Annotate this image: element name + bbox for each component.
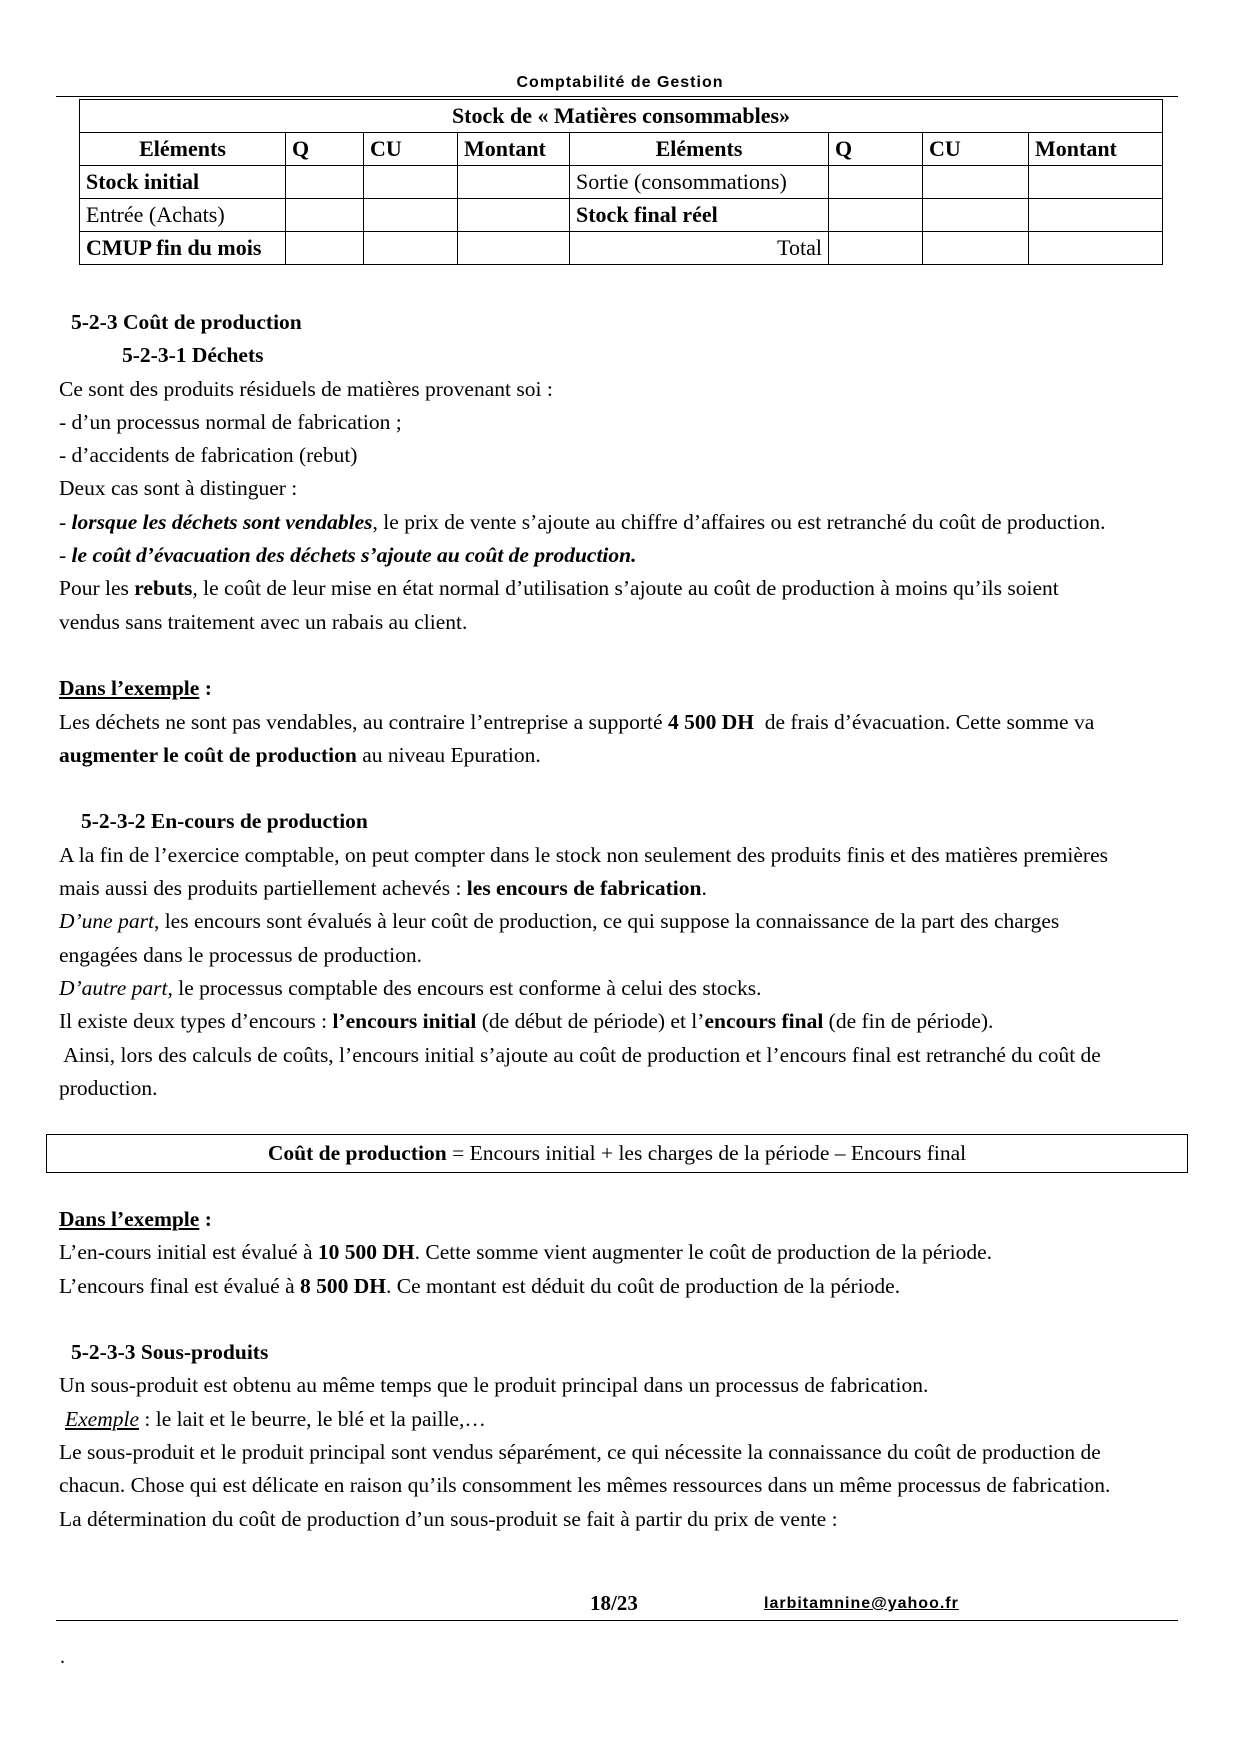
paragraph: Le sous-produit et le produit principal sont vendus séparément, ce qui nécessite la connaissance du coût de production de — [59, 1440, 1101, 1465]
subsection-heading: 5-2-3-2 En-cours de production — [81, 809, 368, 834]
table-caption: Stock de « Matières consommables» — [80, 100, 1163, 133]
paragraph: Un sous-produit est obtenu au même temps que le produit principal dans un processus de fabrication. — [59, 1373, 929, 1398]
row-label: Stock final réel — [570, 199, 829, 232]
header-rule — [56, 96, 1178, 97]
paragraph: A la fin de l’exercice comptable, on peut compter dans le stock non seulement des produits finis et des matières premières — [59, 842, 1108, 867]
body-text — [59, 306, 1189, 1105]
column-header: Montant — [458, 133, 570, 166]
paragraph: - le coût d’évacuation des déchets s’ajoute au coût de production. — [59, 543, 637, 568]
table-cell — [364, 232, 458, 265]
subsection-heading: 5-2-3-1 Déchets — [122, 343, 264, 368]
paragraph: L’en-cours initial est évalué à 10 500 DH. Cette somme vient augmenter le coût de production de la période. — [59, 1240, 992, 1265]
author-email: larbitamnine@yahoo.fr — [764, 1595, 959, 1612]
row-label: Sortie (consommations) — [570, 166, 829, 199]
table-cell — [1029, 166, 1163, 199]
formula-box: Coût de production = Encours initial + les charges de la période – Encours final — [46, 1134, 1188, 1173]
paragraph: - lorsque les déchets sont vendables, le prix de vente s’ajoute au chiffre d’affaires ou est retranché du coût de production. — [59, 509, 1106, 534]
paragraph: Deux cas sont à distinguer : — [59, 476, 298, 501]
table-cell — [923, 199, 1029, 232]
column-header: Q — [286, 133, 364, 166]
table-cell — [458, 232, 570, 265]
table-cell — [829, 232, 923, 265]
table-cell — [286, 166, 364, 199]
paragraph: chacun. Chose qui est délicate en raison qu’ils consomment les mêmes ressources dans un même processus de fabrication. — [59, 1473, 1111, 1498]
table-header-row — [80, 133, 1163, 166]
example-heading: Dans l’exemple : — [59, 676, 212, 701]
page-number: 18/23 — [590, 1591, 638, 1615]
paragraph: Pour les rebuts, le coût de leur mise en état normal d’utilisation s’ajoute au coût de production à moins qu’ils soient — [59, 576, 1059, 601]
paragraph: La détermination du coût de production d’un sous-produit se fait à partir du prix de vente : — [59, 1506, 838, 1531]
table-cell — [1029, 232, 1163, 265]
paragraph: L’encours final est évalué à 8 500 DH. Ce montant est déduit du coût de production de la période. — [59, 1273, 901, 1298]
footer-rule — [56, 1620, 1178, 1621]
example-heading: Dans l’exemple : — [59, 1207, 212, 1231]
section-heading: 5-2-3 Coût de production — [71, 310, 302, 334]
paragraph: D’une part, les encours sont évalués à leur coût de production, ce qui suppose la connaissance de la part des charges — [59, 909, 1060, 934]
paragraph: D’autre part, le processus comptable des encours est conforme à celui des stocks. — [59, 975, 762, 1000]
column-header: Eléments — [80, 133, 286, 166]
table-cell — [923, 166, 1029, 199]
paragraph: Ainsi, lors des calculs de coûts, l’encours initial s’ajoute au coût de production et l’encours final est retranché du coût de — [59, 1042, 1101, 1067]
column-header: Montant — [1029, 133, 1163, 166]
table-cell — [458, 199, 570, 232]
stock-table — [79, 99, 1163, 265]
paragraph: Ce sont des produits résiduels de matières provenant soi : — [59, 376, 553, 401]
paragraph: augmenter le coût de production au niveau Epuration. — [59, 742, 541, 767]
running-header: Comptabilité de Gestion — [516, 74, 724, 91]
table-caption-row — [80, 100, 1163, 133]
paragraph: engagées dans le processus de production. — [59, 942, 423, 967]
table-cell — [1029, 199, 1163, 232]
row-label: CMUP fin du mois — [80, 232, 286, 265]
table-cell — [829, 166, 923, 199]
table-row — [80, 199, 1163, 232]
paragraph: production. — [59, 1075, 158, 1100]
table-cell — [458, 166, 570, 199]
row-label: Entrée (Achats) — [80, 199, 286, 232]
table-cell — [286, 232, 364, 265]
footer-dot: . — [60, 1646, 65, 1668]
table-cell — [923, 232, 1029, 265]
paragraph: mais aussi des produits partiellement achevés : les encours de fabrication. — [59, 876, 707, 901]
paragraph: vendus sans traitement avec un rabais au client. — [59, 609, 468, 634]
body-text-continued — [59, 1203, 1189, 1536]
row-label: Stock initial — [80, 166, 286, 199]
paragraph: - d’accidents de fabrication (rebut) — [59, 443, 358, 468]
table-row — [80, 232, 1163, 265]
column-header: CU — [364, 133, 458, 166]
table-cell — [829, 199, 923, 232]
paragraph: Il existe deux types d’encours : l’encours initial (de début de période) et l’encours final (de fin de période). — [59, 1009, 994, 1034]
table-cell — [286, 199, 364, 232]
column-header: CU — [923, 133, 1029, 166]
column-header: Eléments — [570, 133, 829, 166]
table-row — [80, 166, 1163, 199]
paragraph: - d’un processus normal de fabrication ; — [59, 409, 402, 434]
paragraph: Exemple : le lait et le beurre, le blé et la paille,… — [65, 1406, 486, 1431]
row-label-total: Total — [570, 232, 829, 265]
paragraph: Les déchets ne sont pas vendables, au contraire l’entreprise a supporté 4 500 DH de frais d’évacuation. Cette somme va — [59, 709, 1095, 734]
table-cell — [364, 166, 458, 199]
table-cell — [364, 199, 458, 232]
column-header: Q — [829, 133, 923, 166]
subsection-heading: 5-2-3-3 Sous-produits — [71, 1340, 269, 1365]
